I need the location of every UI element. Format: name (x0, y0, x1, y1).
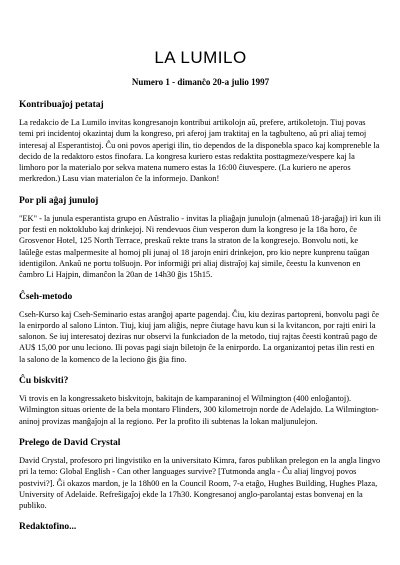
issue-line: Numero 1 - dimanĉo 20-a julio 1997 (131, 77, 270, 87)
section-heading-kontribuajoj: Kontribuaĵoj petataj (19, 100, 104, 110)
section-heading-cseh-metodo: Ĉseh-metodo (19, 291, 73, 302)
section-body-kontribuajoj: La redakcio de La Lumilo invitas kongresanojn kontribui artikolojn aŭ, prefere, artikoletojn. Tiuj povas temi pri incidentoj okazintaj dum la kongreso, pri aferoj jam traktitaj en la tagbulteno, aŭ pri aliaj temoj interesaj al Esperantistoj. Ĉu oni povos aperigi ilin, tio dependos de la disponebla spaco kaj kompreneble la decido de la redaktoro estos finofara. La kongresa kuriero estas redaktita posttagmeze/vespere kaj la limhoro por la materialo por sekva matena numero estas la 16:00 ĉiuvespere. (La kuriero ne aperos merkredon.) Lasu vian materialon ĉe la informejo. Dankon! (19, 118, 380, 184)
section-body-biskviti: Vi trovis en la kongressaketo biskvitojn, bakitajn de kamparaninoj el Wilmington (400 enloĝantoj). Wilmington situas oriente de la bela montaro Flinders, 300 kilometrojn norde de Adelajdo. La Wilmington-aninoj provizas manĝaĵojn al la regiono. Per la profito ili subtenas la lokan maljunulejon. (19, 394, 379, 426)
section-heading-redaktofino: Redaktofino... (19, 522, 77, 533)
section-body-cseh-metodo: Cseh-Kurso kaj Cseh-Seminario estas aranĝoj aparte pagendaj. Ĉiu, kiu deziras partopreni, bonvolu pagi ĉe la enirpordo al salono Linton. Tiuj, kiuj jam aliĝis, nepre ĉiutage havu kun si la kvitancon, por rajti eniri la salonon. Se iuj interesatoj deziras nur observi la funkciadon de la metodo, tiuj rajtas ĉeesti kontraŭ pago de AU$ 15,00 por unu leciono. Ili povas pagi siajn biletojn ĉe la enirpordo. La organizantoj petas ilin resti en la salono de la komenco de la leciono ĝis ĝia fino. (19, 309, 380, 364)
masthead-title: LA LUMILO (154, 48, 247, 67)
section-body-prelego: David Crystal, profesoro pri lingvistiko en la universitato Kimra, faros publikan prelegon en la angla lingvo pri la temo: Global English - Can other languages survive? [Tutmonda angla - Ĉu aliaj lingvoj povos postvivi?]. Ĝi okazos mardon, je la 18h00 en la Council Room, 7-a etaĝo, Hughes Building, Hughes Plaza, University of Adelaide. Refreŝigaĵoj ekde la 17h30. Kongresanoj anglo-parolantaj estas bonvenaj en la publiko. (19, 455, 381, 511)
section-heading-biskviti: Ĉu biskviti? (19, 376, 69, 387)
section-body-junuloj: "EK" - la junula esperantista grupo en Aŭstralio - invitas la pliaĝajn junulojn (almenaŭ 18-jaraĝaj) iri kun ili por festi en noktoklubo kaj drinkejoj. Ni rendevuos ĉiun vesperon dum la kongreso je la 18a horo, ĉe Grosvenor Hotel, 125 North Terrace, preskaŭ rekte trans la straton de la kongresejo. Bonvolu noti, ke laŭleĝe estas malpermesite al homoj pli junaj ol 18 jarojn eniri drinkejon, pro kio nepre kunprenu taŭgan identigilon. Ankaŭ ne portu tolŝuojn. Por informiĝi pri aliaj distraĵoj kaj simile, ĉeestu la kunvenon en ĉambro Li Hajpin, dimanĉon la 20an de 14h30 ĝis 15h15. (19, 213, 381, 280)
document-page (19, 10, 382, 539)
section-heading-junuloj: Por pli aĝaj junuloj (19, 195, 99, 206)
section-heading-prelego: Prelego de David Crystal (19, 437, 121, 448)
